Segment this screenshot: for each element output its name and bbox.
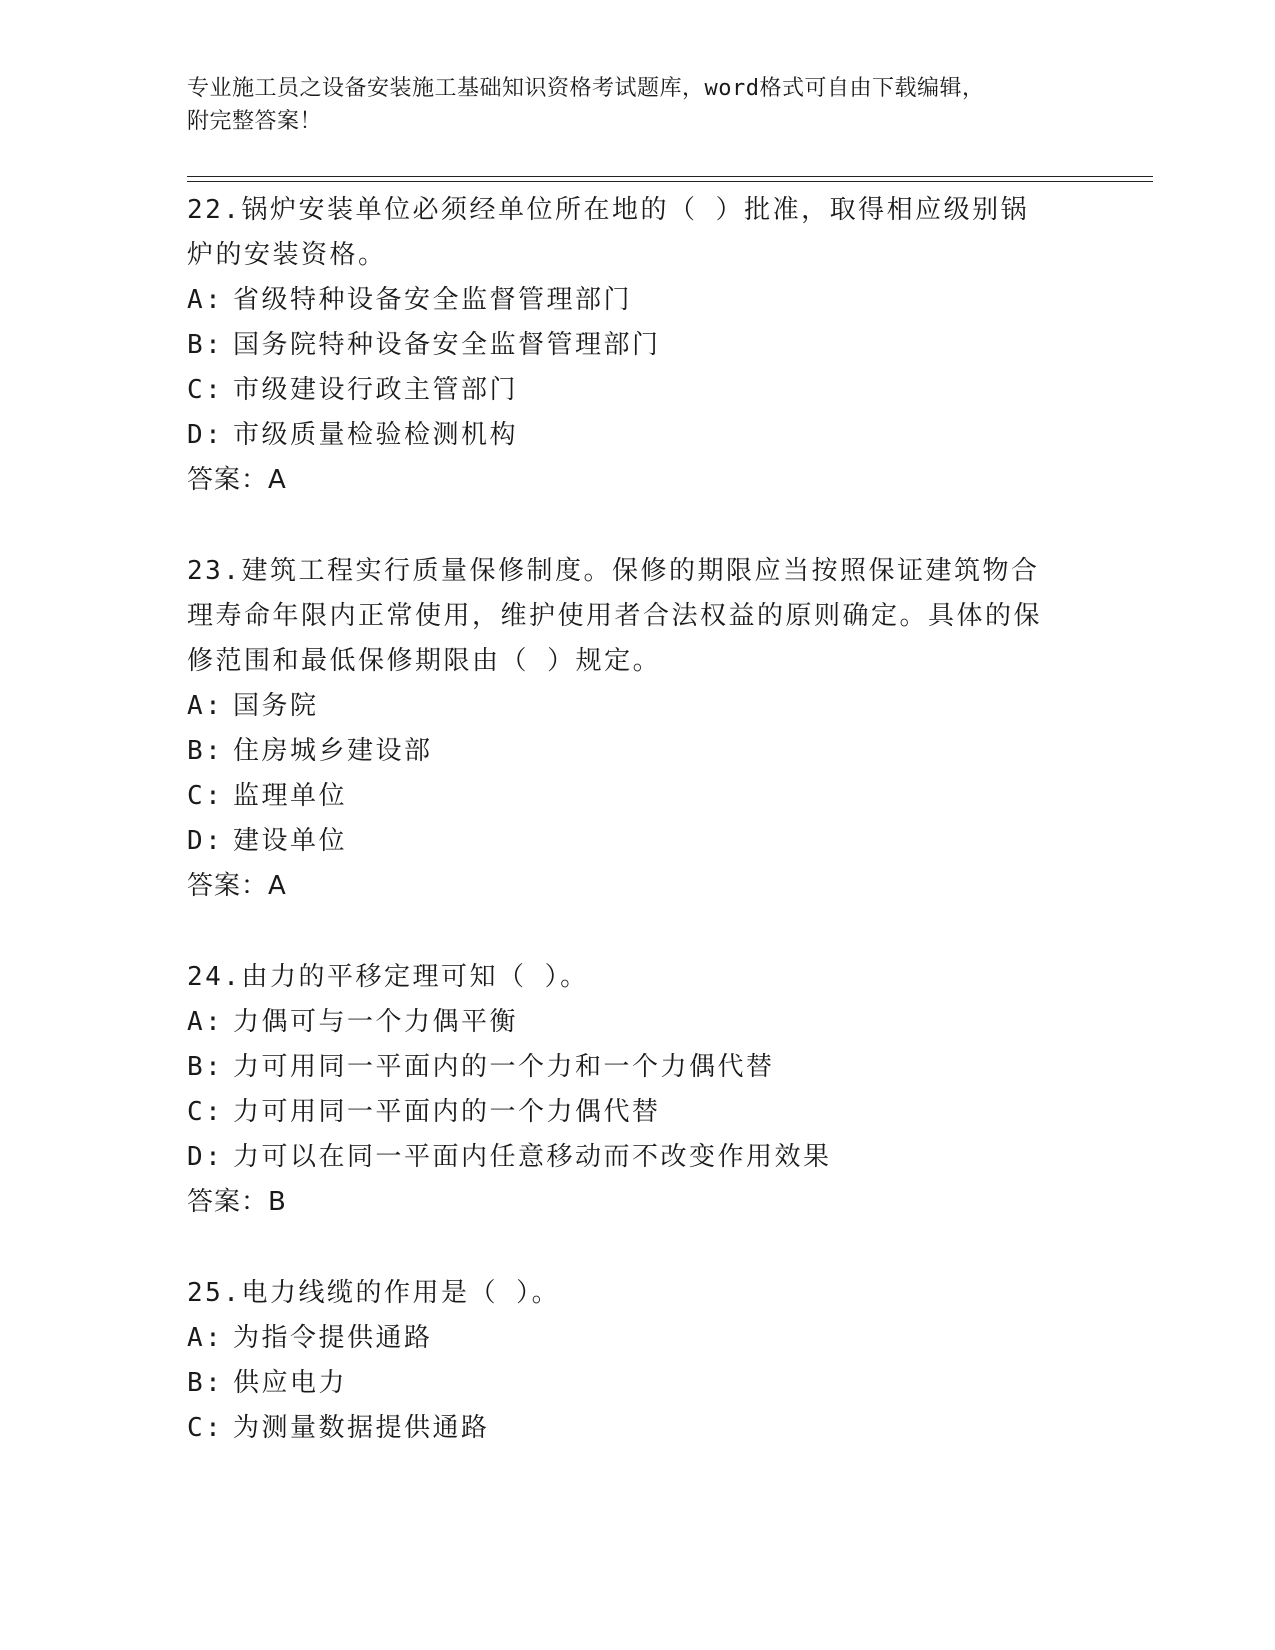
option-key: C: <box>187 375 224 405</box>
option-text: 市级质量检验检测机构 <box>233 420 519 450</box>
option-text: 国务院 <box>233 691 319 721</box>
option-text: 力可以在同一平面内任意移动而不改变作用效果 <box>233 1142 832 1172</box>
option-text: 国务院特种设备安全监督管理部门 <box>233 330 661 360</box>
option-text: 力可用同一平面内的一个力偶代替 <box>233 1097 661 1127</box>
option-d <box>187 413 1087 458</box>
option-text: 省级特种设备安全监督管理部门 <box>233 285 633 315</box>
option-b <box>187 729 1087 774</box>
option-text: 住房城乡建设部 <box>233 736 433 766</box>
question-23 <box>187 549 1087 909</box>
option-key: A: <box>187 285 224 315</box>
question-stem: 22.锅炉安装单位必须经单位所在地的（ ）批准，取得相应级别锅炉的安装资格。 <box>187 195 1030 270</box>
answer-line: 答案：A <box>187 871 287 901</box>
option-key: D: <box>187 420 224 450</box>
option-key: B: <box>187 1052 224 1082</box>
option-a <box>187 278 1087 323</box>
option-a <box>187 1000 1087 1045</box>
option-text: 建设单位 <box>233 826 348 856</box>
header-divider-bottom <box>187 181 1153 182</box>
question-25 <box>187 1271 1087 1451</box>
option-key: B: <box>187 1368 224 1398</box>
option-text: 监理单位 <box>233 781 348 811</box>
answer-line: 答案：A <box>187 465 287 495</box>
option-key: B: <box>187 736 224 766</box>
option-key: B: <box>187 330 224 360</box>
option-text: 市级建设行政主管部门 <box>233 375 519 405</box>
option-text: 力偶可与一个力偶平衡 <box>233 1007 519 1037</box>
question-stem: 25.电力线缆的作用是（ ）。 <box>187 1278 561 1308</box>
question-24 <box>187 955 1087 1225</box>
option-a <box>187 1316 1087 1361</box>
option-b <box>187 1361 1087 1406</box>
option-c <box>187 774 1087 819</box>
question-stem: 24.由力的平移定理可知（ ）。 <box>187 962 589 992</box>
header-line-2: 附完整答案！ <box>187 109 323 134</box>
option-key: D: <box>187 1142 224 1172</box>
option-c <box>187 1406 1087 1451</box>
option-key: C: <box>187 1097 224 1127</box>
option-text: 供应电力 <box>233 1368 348 1398</box>
option-d <box>187 819 1087 864</box>
option-text: 为指令提供通路 <box>233 1323 433 1353</box>
option-a <box>187 684 1087 729</box>
option-c <box>187 1090 1087 1135</box>
option-c <box>187 368 1087 413</box>
question-22 <box>187 188 1087 503</box>
option-key: C: <box>187 1413 224 1443</box>
option-key: C: <box>187 781 224 811</box>
question-stem: 23.建筑工程实行质量保修制度。保修的期限应当按照保证建筑物合理寿命年限内正常使用，维护使用者合法权益的原则确定。具体的保修范围和最低保修期限由（ ）规定。 <box>187 556 1043 676</box>
option-key: A: <box>187 1323 224 1353</box>
option-b <box>187 1045 1087 1090</box>
option-d <box>187 1135 1087 1180</box>
header-divider-top <box>187 176 1153 177</box>
document-header <box>187 72 1087 138</box>
question-list <box>187 188 1087 1497</box>
option-b <box>187 323 1087 368</box>
option-key: A: <box>187 1007 224 1037</box>
header-line-1: 专业施工员之设备安装施工基础知识资格考试题库，word格式可自由下载编辑， <box>187 76 985 101</box>
option-key: A: <box>187 691 224 721</box>
option-key: D: <box>187 826 224 856</box>
option-text: 力可用同一平面内的一个力和一个力偶代替 <box>233 1052 775 1082</box>
option-text: 为测量数据提供通路 <box>233 1413 490 1443</box>
answer-line: 答案：B <box>187 1187 287 1217</box>
